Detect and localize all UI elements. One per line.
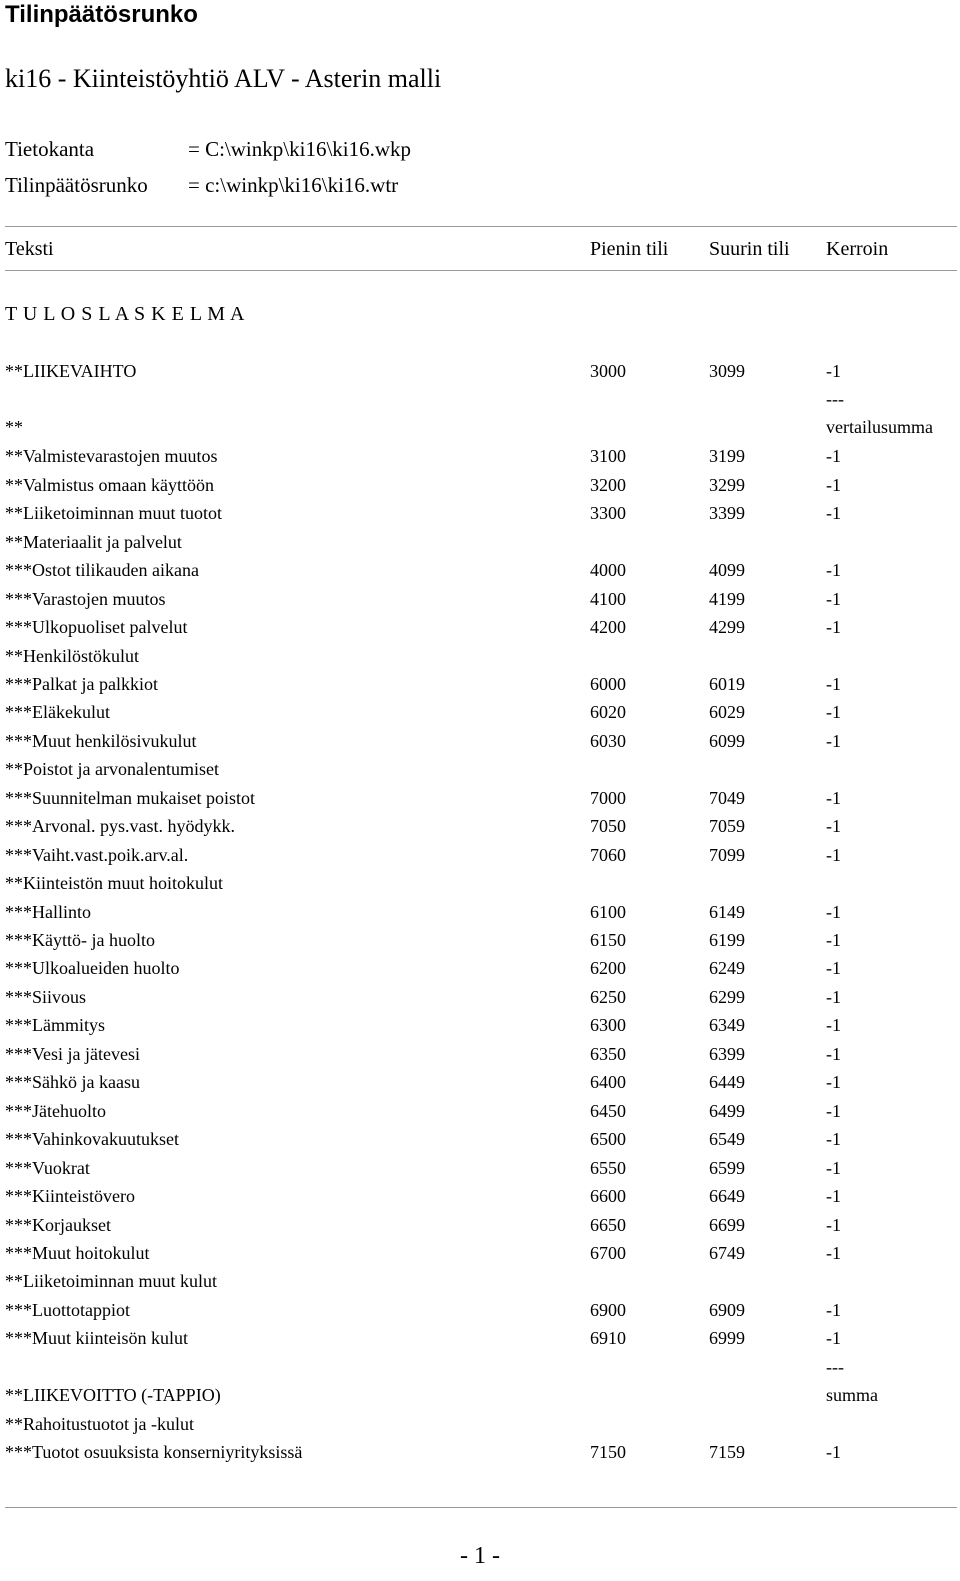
row-text: ***Ostot tilikauden aikana xyxy=(5,560,199,581)
row-min-account: 6300 xyxy=(590,1015,626,1036)
row-min-account: 6250 xyxy=(590,986,626,1007)
row-min-account: 7150 xyxy=(590,1442,626,1463)
row-text: ***Hallinto xyxy=(5,901,91,922)
info-database-value: = C:\winkp\ki16\ki16.wkp xyxy=(188,137,412,161)
row-max-account: 3099 xyxy=(709,361,745,381)
row-max-account: 6029 xyxy=(709,702,745,723)
row-max-account: 4299 xyxy=(709,617,745,638)
row-text: **Henkilöstökulut xyxy=(5,645,139,666)
row-max-account: 6649 xyxy=(709,1186,745,1207)
table-header xyxy=(0,234,960,264)
row-max-account: 3199 xyxy=(709,446,745,467)
row-text: **Kiinteistön muut hoitokulut xyxy=(5,873,224,894)
row-text: **Materiaalit ja palvelut xyxy=(5,531,182,552)
row-multiplier: -1 xyxy=(826,1100,841,1121)
row-multiplier: -1 xyxy=(826,446,841,467)
row-max-account: 3299 xyxy=(709,474,745,495)
table-row xyxy=(0,784,960,812)
row-min-account: 6450 xyxy=(590,1100,626,1121)
row-multiplier: -1 xyxy=(826,730,841,751)
row-multiplier: -1 xyxy=(826,1157,841,1178)
row-multiplier: -1 xyxy=(826,1072,841,1093)
table-row xyxy=(0,869,960,897)
header-top-rule xyxy=(5,226,957,227)
row-text: **Liiketoiminnan muut tuotot xyxy=(5,503,222,524)
row-max-account: 6599 xyxy=(709,1157,745,1178)
row-text: ***Eläkekulut xyxy=(5,702,110,723)
row-multiplier-line2: summa xyxy=(826,1384,878,1405)
row-max-account: 6399 xyxy=(709,1043,745,1064)
table-row xyxy=(0,613,960,641)
row-min-account: 6550 xyxy=(590,1157,626,1178)
row-min-account: 6650 xyxy=(590,1214,626,1235)
row-text: ***Vaiht.vast.poik.arv.al. xyxy=(5,844,189,865)
row-multiplier xyxy=(826,1353,878,1409)
row-min-account: 6100 xyxy=(590,901,626,922)
table-row xyxy=(0,1068,960,1096)
row-max-account: 4199 xyxy=(709,588,745,609)
row-text: **Valmistus omaan käyttöön xyxy=(5,474,214,495)
row-multiplier: -1 xyxy=(826,1242,841,1263)
column-header-max: Suurin tili xyxy=(709,238,790,260)
row-text: ***Vesi ja jätevesi xyxy=(5,1043,140,1064)
table-row xyxy=(0,1353,960,1409)
table-row xyxy=(0,499,960,527)
row-min-account: 6150 xyxy=(590,930,626,950)
table-row xyxy=(0,1154,960,1182)
table-row xyxy=(0,1267,960,1295)
table-row xyxy=(0,727,960,755)
table-row xyxy=(0,841,960,869)
table-row xyxy=(0,812,960,840)
row-min-account: 7050 xyxy=(590,816,626,837)
table-row xyxy=(0,1125,960,1153)
table-row xyxy=(0,585,960,613)
row-multiplier: -1 xyxy=(826,1442,841,1463)
row-max-account: 6019 xyxy=(709,673,745,694)
row-max-account: 3399 xyxy=(709,503,745,524)
document-subtitle: ki16 - Kiinteistöyhtiö ALV - Asterin malli xyxy=(5,64,442,93)
row-text: **Valmistevarastojen muutos xyxy=(5,446,218,467)
row-max-account: 7099 xyxy=(709,844,745,865)
row-min-account: 6200 xyxy=(590,958,626,979)
row-text: ***Luottotappiot xyxy=(5,1299,130,1320)
section-heading: T U L O S L A S K E L M A xyxy=(5,303,245,325)
row-min-account: 7060 xyxy=(590,844,626,865)
table-row xyxy=(0,1296,960,1324)
row-max-account: 7159 xyxy=(709,1442,745,1463)
row-max-account: 6249 xyxy=(709,958,745,979)
row-multiplier xyxy=(826,385,933,441)
table-row xyxy=(0,1211,960,1239)
row-max-account: 6349 xyxy=(709,1015,745,1036)
row-text: **Liiketoiminnan muut kulut xyxy=(5,1271,217,1292)
row-min-account: 3200 xyxy=(590,474,626,495)
row-multiplier: -1 xyxy=(826,1015,841,1036)
row-min-account: 6900 xyxy=(590,1299,626,1320)
row-text: ***Siivous xyxy=(5,986,87,1007)
row-min-account: 4000 xyxy=(590,560,626,581)
row-min-account: 6500 xyxy=(590,1129,626,1150)
table-row xyxy=(0,1011,960,1039)
row-text: **Rahoitustuotot ja -kulut xyxy=(5,1413,194,1434)
row-text: ***Palkat ja palkkiot xyxy=(5,673,158,694)
row-text: ***Ulkoalueiden huolto xyxy=(5,958,180,979)
row-max-account: 6449 xyxy=(709,1072,745,1093)
table-row xyxy=(0,528,960,556)
row-min-account: 3300 xyxy=(590,503,626,524)
row-max-account: 6749 xyxy=(709,1242,745,1263)
row-text: ***Muut henkilösivukulut xyxy=(5,730,197,751)
row-text: ***Varastojen muutos xyxy=(5,588,166,609)
row-min-account: 3000 xyxy=(590,361,626,381)
row-text: ***Muut hoitokulut xyxy=(5,1242,150,1263)
table-row xyxy=(0,1182,960,1210)
row-text: ***Käyttö- ja huolto xyxy=(5,930,155,950)
row-multiplier: -1 xyxy=(826,1186,841,1207)
table-row xyxy=(0,357,960,385)
row-text: ***Vuokrat xyxy=(5,1157,90,1178)
row-text: ***Ulkopuoliset palvelut xyxy=(5,617,188,638)
table-row xyxy=(0,1324,960,1352)
row-multiplier-line1: --- xyxy=(826,389,844,410)
table-row xyxy=(0,385,960,441)
row-min-account: 6350 xyxy=(590,1043,626,1064)
row-multiplier: -1 xyxy=(826,673,841,694)
row-multiplier: -1 xyxy=(826,787,841,808)
row-max-account: 6549 xyxy=(709,1129,745,1150)
row-multiplier: -1 xyxy=(826,474,841,495)
table-row xyxy=(0,1097,960,1125)
row-min-account: 6910 xyxy=(590,1328,626,1349)
table-row xyxy=(0,556,960,584)
column-header-min: Pienin tili xyxy=(590,238,669,260)
row-max-account: 6699 xyxy=(709,1214,745,1235)
row-text: ***Suunnitelman mukaiset poistot xyxy=(5,787,255,808)
row-max-account: 6909 xyxy=(709,1299,745,1320)
row-multiplier: -1 xyxy=(826,560,841,581)
row-max-account: 6199 xyxy=(709,930,745,950)
table-row xyxy=(0,954,960,982)
row-text: ***Lämmitys xyxy=(5,1015,105,1036)
row-multiplier: -1 xyxy=(826,361,841,381)
row-multiplier: -1 xyxy=(826,503,841,524)
row-multiplier: -1 xyxy=(826,958,841,979)
info-template-label: Tilinpäätösrunko xyxy=(5,173,148,197)
table-row xyxy=(0,898,960,926)
info-template-value: = c:\winkp\ki16\ki16.wtr xyxy=(188,173,399,197)
table-row xyxy=(0,442,960,470)
table-row xyxy=(0,1239,960,1267)
table-row xyxy=(0,1438,960,1466)
row-text: **LIIKEVOITTO (-TAPPIO) xyxy=(5,1384,221,1405)
row-max-account: 7059 xyxy=(709,816,745,837)
row-text: ***Kiinteistövero xyxy=(5,1186,135,1207)
row-min-account: 6700 xyxy=(590,1242,626,1263)
row-min-account: 7000 xyxy=(590,787,626,808)
row-text: ***Vahinkovakuutukset xyxy=(5,1129,179,1150)
row-multiplier: -1 xyxy=(826,844,841,865)
row-text: ***Sähkö ja kaasu xyxy=(5,1072,140,1093)
table-row xyxy=(0,670,960,698)
footer-rule xyxy=(5,1507,957,1508)
row-min-account: 6400 xyxy=(590,1072,626,1093)
table-row xyxy=(0,642,960,670)
table-row xyxy=(0,926,960,954)
row-text: ** xyxy=(5,417,23,438)
row-multiplier: -1 xyxy=(826,1299,841,1320)
row-text: ***Tuotot osuuksista konserniyrityksissä xyxy=(5,1442,303,1463)
row-multiplier: -1 xyxy=(826,588,841,609)
row-multiplier: -1 xyxy=(826,986,841,1007)
page-number: - 1 - xyxy=(460,1543,500,1569)
row-multiplier: -1 xyxy=(826,1214,841,1235)
row-min-account: 6030 xyxy=(590,730,626,751)
table-row xyxy=(0,755,960,783)
row-max-account: 6499 xyxy=(709,1100,745,1121)
row-multiplier: -1 xyxy=(826,1129,841,1150)
row-multiplier: -1 xyxy=(826,930,841,950)
row-min-account: 6000 xyxy=(590,673,626,694)
table-row xyxy=(0,1410,960,1438)
row-text: ***Jätehuolto xyxy=(5,1100,106,1121)
row-multiplier: -1 xyxy=(826,1043,841,1064)
row-max-account: 4099 xyxy=(709,560,745,581)
row-max-account: 6099 xyxy=(709,730,745,751)
row-min-account: 4100 xyxy=(590,588,626,609)
row-min-account: 3100 xyxy=(590,446,626,467)
row-multiplier: -1 xyxy=(826,1328,841,1349)
row-min-account: 4200 xyxy=(590,617,626,638)
row-multiplier: -1 xyxy=(826,901,841,922)
row-text: **Poistot ja arvonalentumiset xyxy=(5,759,219,780)
row-max-account: 6999 xyxy=(709,1328,745,1349)
row-min-account: 6020 xyxy=(590,702,626,723)
row-max-account: 7049 xyxy=(709,787,745,808)
row-min-account: 6600 xyxy=(590,1186,626,1207)
document-title: Tilinpäätösrunko xyxy=(5,1,198,28)
table-row xyxy=(0,1040,960,1068)
row-multiplier-line2: vertailusumma xyxy=(826,417,933,438)
row-text: ***Muut kiinteisön kulut xyxy=(5,1328,189,1349)
column-header-text: Teksti xyxy=(5,238,54,260)
header-bottom-rule xyxy=(5,270,957,271)
row-text: ***Korjaukset xyxy=(5,1214,111,1235)
row-max-account: 6149 xyxy=(709,901,745,922)
table-row xyxy=(0,471,960,499)
row-max-account: 6299 xyxy=(709,986,745,1007)
row-multiplier: -1 xyxy=(826,816,841,837)
column-header-multiplier: Kerroin xyxy=(826,238,889,260)
row-multiplier-line1: --- xyxy=(826,1356,844,1377)
table-row xyxy=(0,698,960,726)
table-row xyxy=(0,983,960,1011)
row-text: ***Arvonal. pys.vast. hyödykk. xyxy=(5,816,235,837)
row-text: **LIIKEVAIHTO xyxy=(5,361,137,381)
row-multiplier: -1 xyxy=(826,702,841,723)
row-multiplier: -1 xyxy=(826,617,841,638)
info-database-label: Tietokanta xyxy=(5,137,95,161)
